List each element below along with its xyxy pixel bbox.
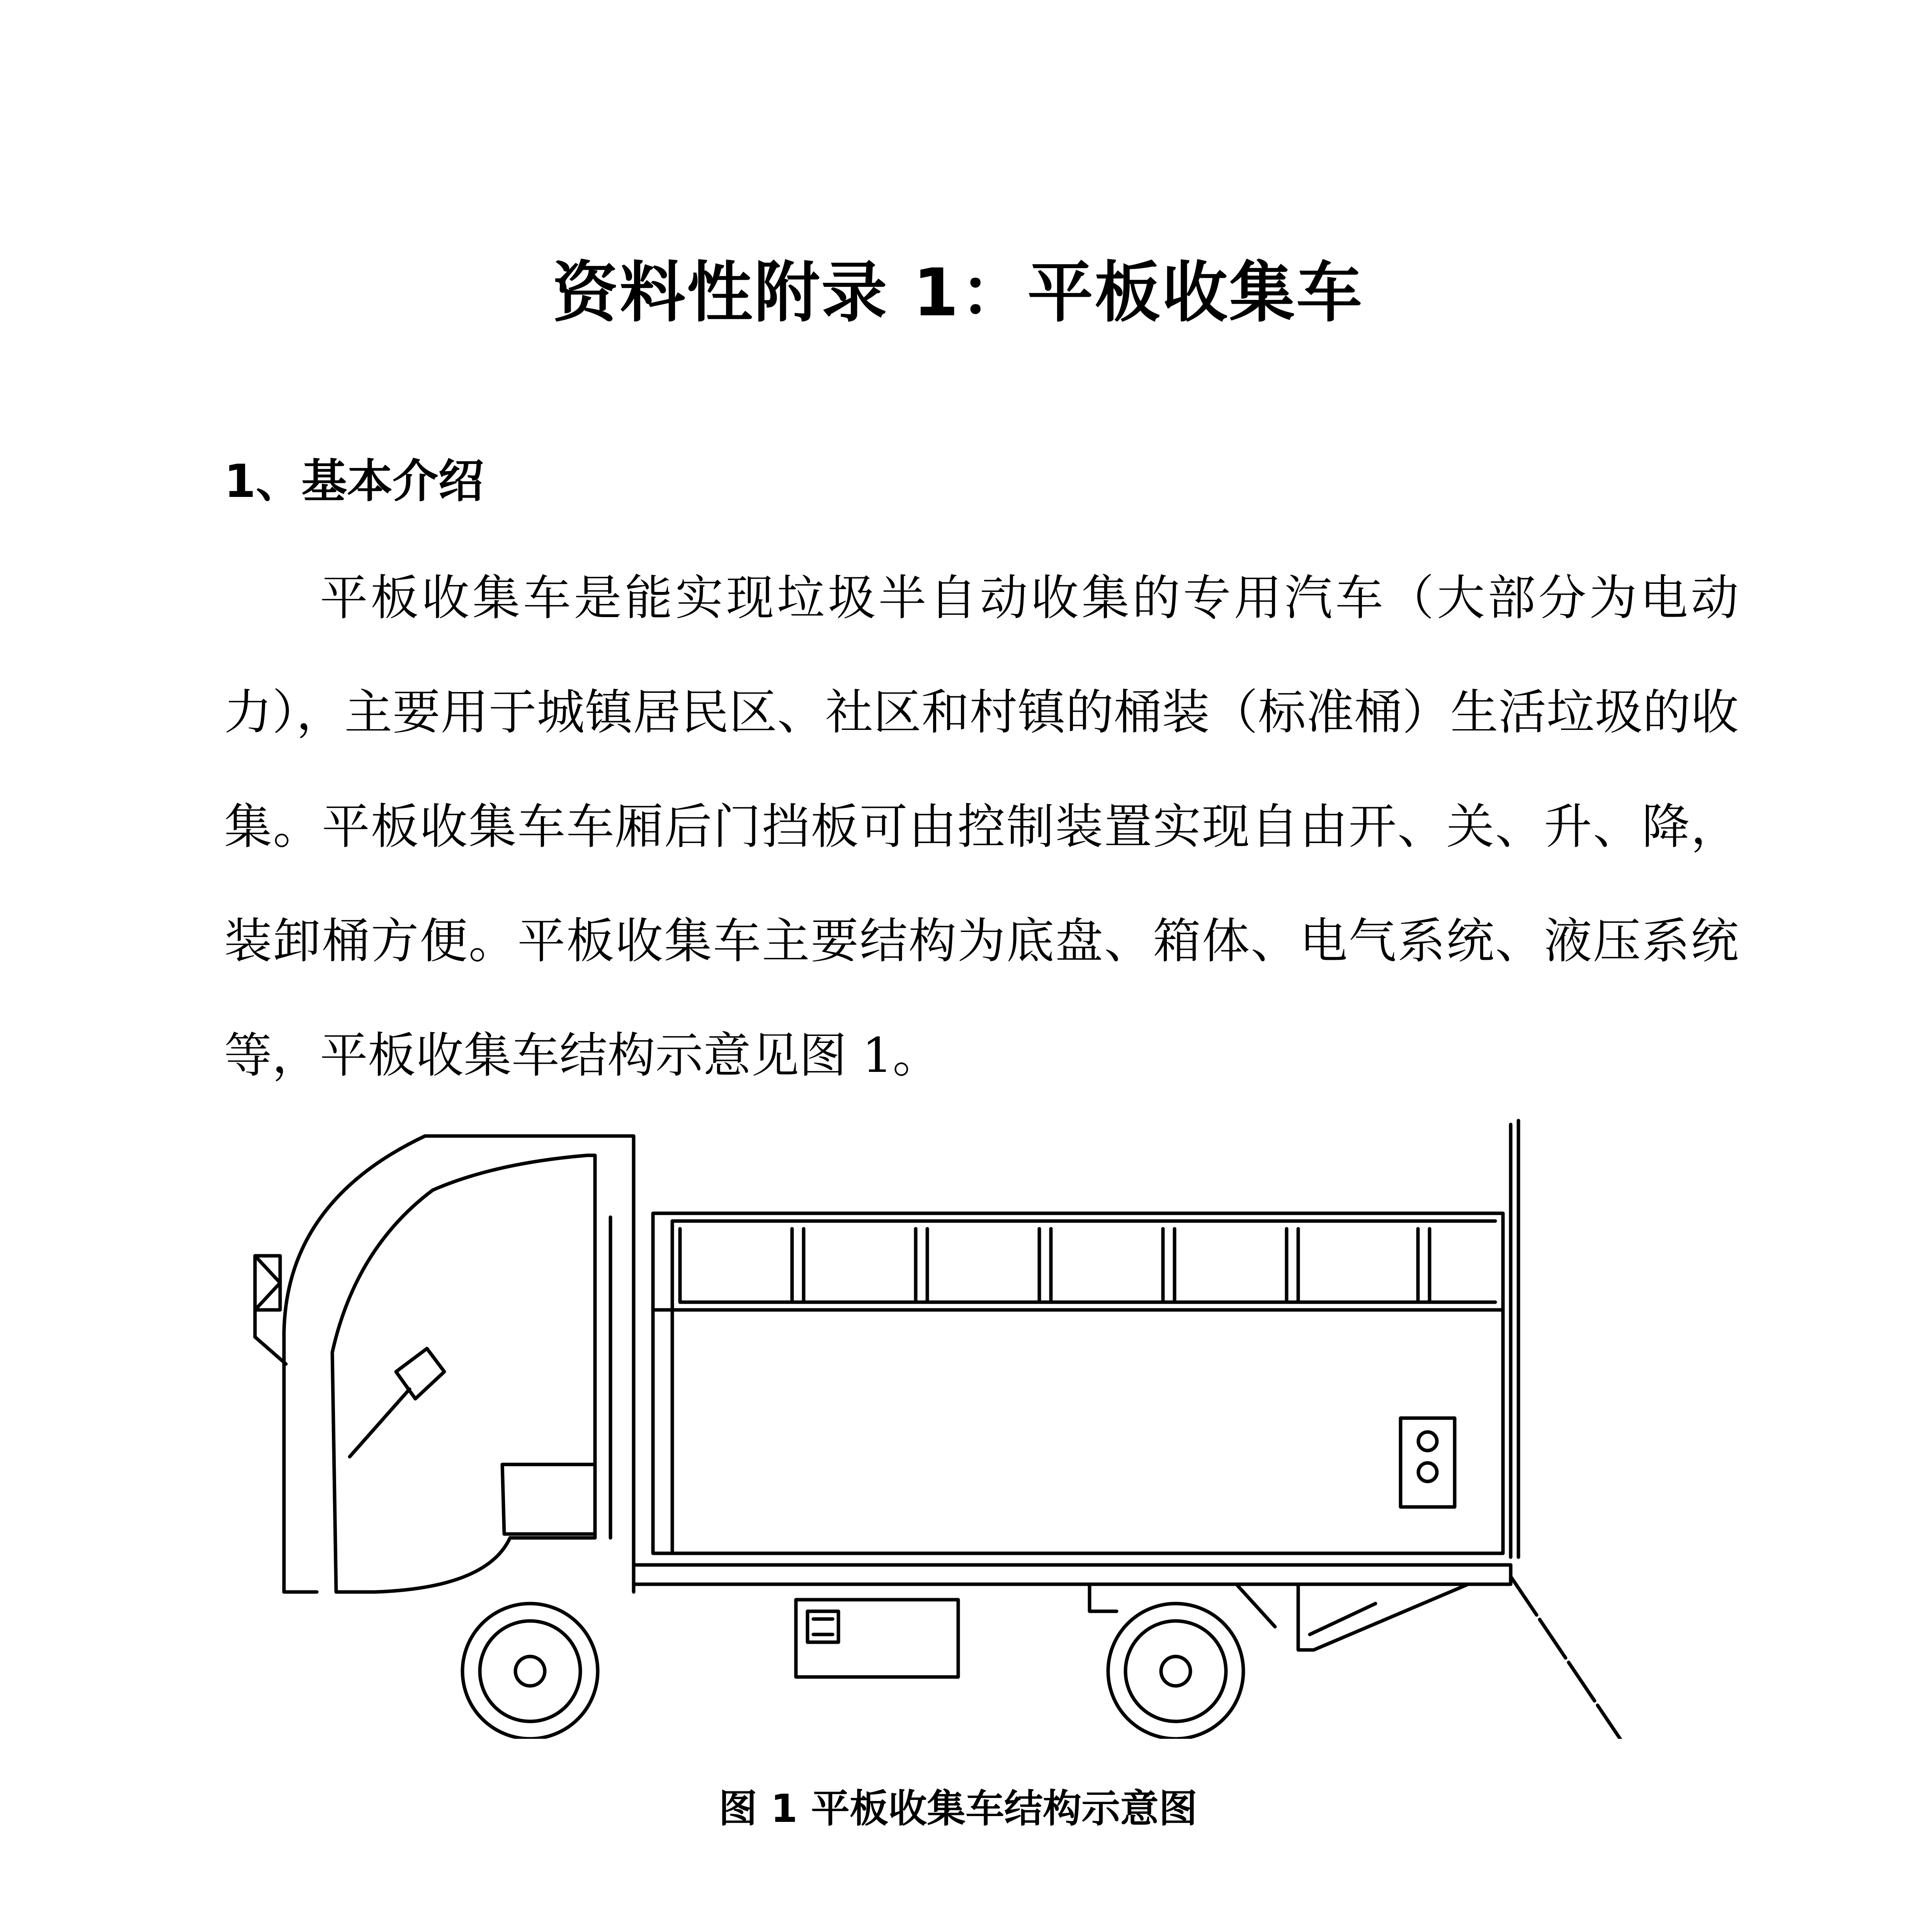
front-wheel xyxy=(462,1604,598,1739)
steering-wheel xyxy=(350,1389,410,1457)
figure-caption: 图 1 平板收集车结构示意图 xyxy=(718,1786,1198,1831)
tailgate-upright xyxy=(1511,1121,1518,1557)
side-mirror xyxy=(255,1256,280,1310)
page-title: 资料性附录 1：平板收集车 xyxy=(552,255,1364,331)
hydraulic-cylinder xyxy=(1298,1584,1468,1650)
truck-structure-figure xyxy=(216,1101,1762,1739)
cargo-box xyxy=(653,1213,1503,1553)
rear-wheel xyxy=(1108,1604,1243,1739)
cargo-panel-divider xyxy=(792,1229,1430,1302)
cab-window xyxy=(332,1155,595,1592)
section-heading-intro: 1、基本介绍 xyxy=(224,454,484,508)
paragraph-intro-text: 平板收集车是能实现垃圾半自动收集的专用汽车（大部分为电动力），主要用于城镇居民区、社区和村镇的桶装（标准桶）生活垃圾的收集。平板收集车车厢后门挡板可由控制装置实现自由开、关、升、降，装卸桶方便。平板收集车主要结构为底盘、箱体、电气系统、液压系统等，平板收集车结构示意见图 1。 xyxy=(224,570,1739,1083)
cab-seat xyxy=(502,1464,595,1534)
tail-lift-ramp xyxy=(1511,1577,1623,1739)
paragraph-intro xyxy=(224,541,1739,1113)
